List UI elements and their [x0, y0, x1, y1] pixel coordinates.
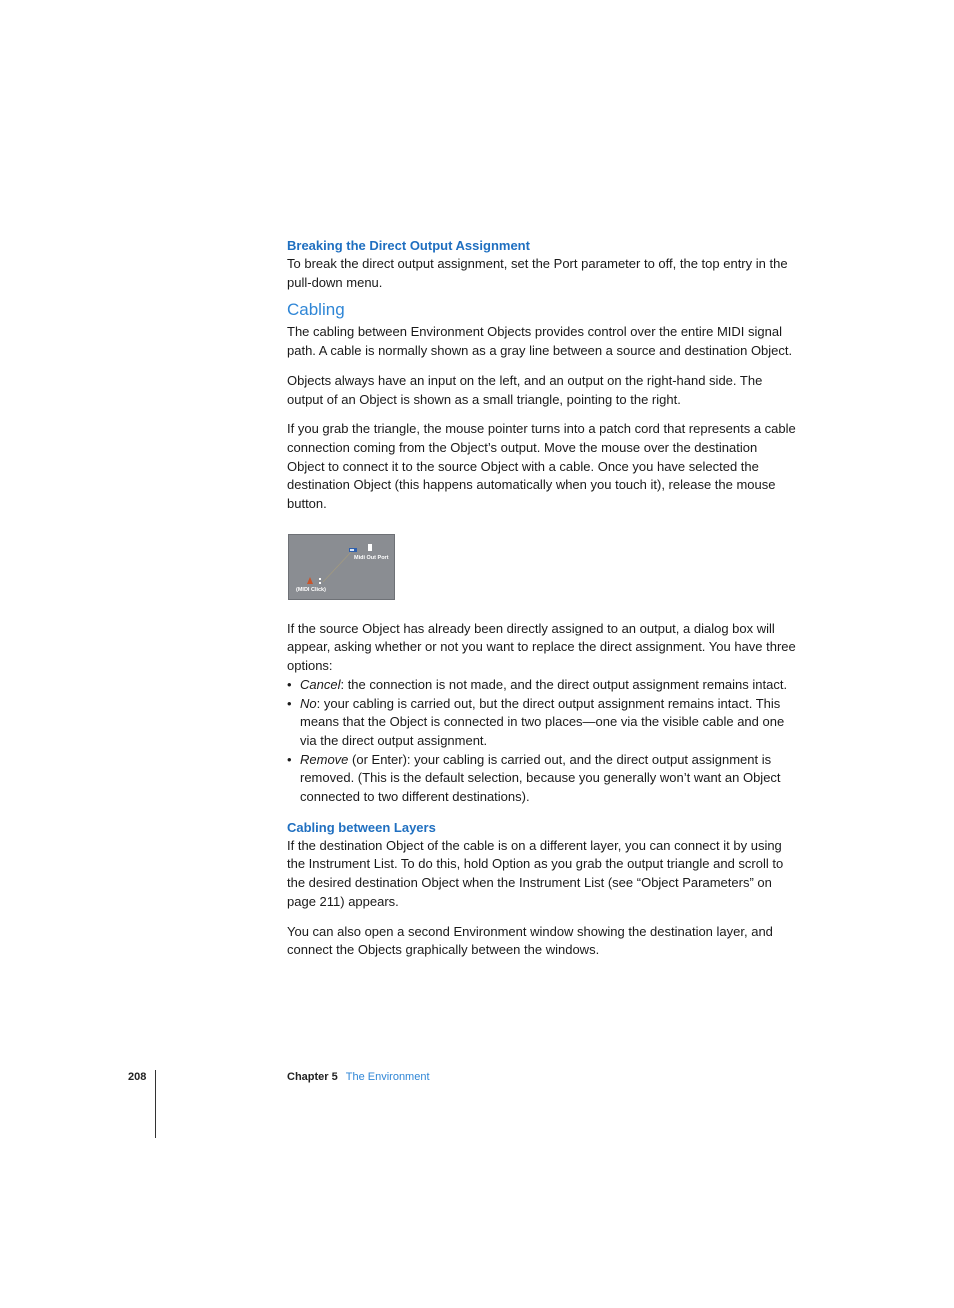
list-item: • No: your cabling is carried out, but the direct output assignment remains intact. This means that the Object is connected in two places—one via the visible cable and one via the direct output assignment. [287, 695, 797, 751]
source-object-icon [307, 577, 313, 584]
paragraph-layers-1: If the destination Object of the cable is on a different layer, you can connect it by using the Instrument List. To do this, hold Option as you grab the output triangle and scroll to the desired destination Object when the Instrument List (see “Object Parameters” on page 211) appears. [287, 837, 784, 909]
footer-divider [155, 1070, 156, 1138]
cable-line [323, 552, 351, 582]
paragraph-cabling-3: If you grab the triangle, the mouse pointer turns into a patch cord that represents a cable connection coming from the Object’s output. Move the mouse over the destination Object to connect it to the source Object with a cable. Once you have selected the destination Object (this happens automatically when you touch it), release the mouse button. [287, 421, 796, 512]
figure-label-destination: Midi Out Port [354, 554, 389, 561]
paragraph-breaking: To break the direct output assignment, set the Port parameter to off, the top entry in the pull-down menu. [287, 256, 788, 290]
figure-label-source: (MIDI Click) [296, 586, 326, 593]
section-heading-breaking: Breaking the Direct Output Assignment [287, 238, 530, 253]
list-item: • Cancel: the connection is not made, and the direct output assignment remains intact. [287, 676, 797, 695]
page-number: 208 [128, 1071, 147, 1083]
chapter-footer [287, 1071, 430, 1083]
paragraph-after-figure: If the source Object has already been directly assigned to an output, a dialog box will appear, asking whether or not you want to replace the direct assignment. You have three options: [287, 620, 796, 674]
chapter-label: Chapter 5 [287, 1071, 338, 1083]
options-list [287, 676, 797, 807]
paragraph-cabling-1: The cabling between Environment Objects provides control over the entire MIDI signal path. A cable is normally shown as a gray line between a source and destination Object. [287, 324, 793, 359]
page-content [287, 236, 797, 960]
cabling-screenshot-figure [288, 534, 395, 600]
output-icon [368, 544, 372, 551]
list-item: • Remove (or Enter): your cabling is carried out, and the direct output assignment is removed. (This is the default selection, because you generally won’t want an Object connected to two different destinations). [287, 751, 797, 807]
section-heading-layers: Cabling between Layers [287, 819, 436, 835]
paragraph-cabling-2: Objects always have an input on the left, and an output on the right-hand side. The output of an Object is shown as a small triangle, pointing to the right. [287, 372, 763, 407]
paragraph-layers-2: You can also open a second Environment window showing the destination layer, and connect the Objects graphically between the windows. [287, 923, 773, 958]
section-heading-cabling: Cabling [287, 300, 345, 320]
chapter-title: The Environment [345, 1071, 430, 1083]
